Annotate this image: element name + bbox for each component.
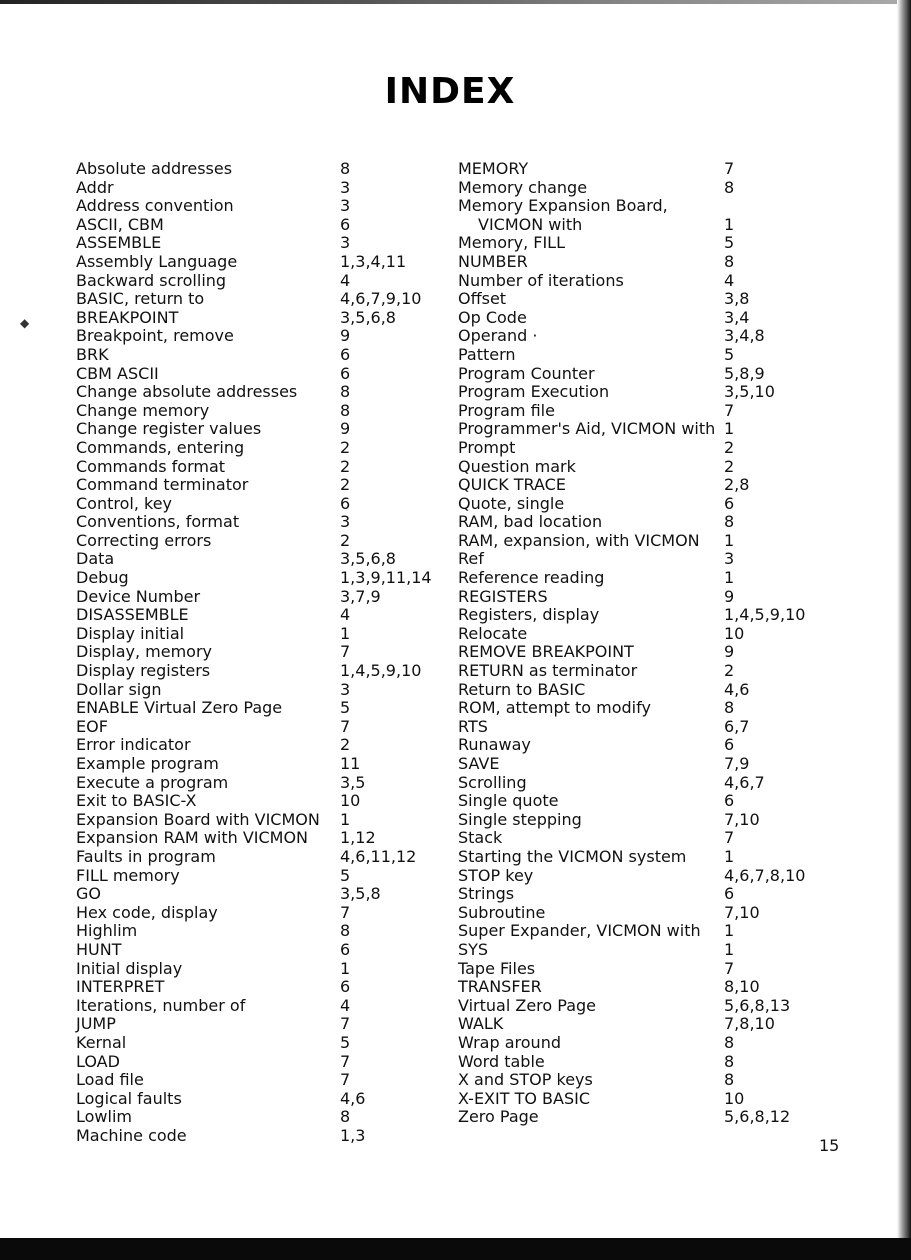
index-term: Correcting errors: [76, 530, 212, 550]
index-pages: 3: [340, 196, 351, 216]
index-term: Scrolling: [458, 772, 527, 792]
index-term: Stack: [458, 828, 503, 848]
index-term: DISASSEMBLE: [76, 605, 189, 625]
index-pages: 1,3,9,11,14: [340, 568, 432, 588]
index-term: GO: [76, 884, 101, 904]
index-term: Expansion RAM with VICMON: [76, 828, 309, 848]
index-term: Example program: [76, 754, 219, 773]
index-pages: 3,5,8: [340, 884, 381, 904]
index-pages: 5: [340, 698, 351, 718]
index-term: Faults in program: [76, 846, 216, 866]
index-term: Hex code, display: [76, 902, 218, 922]
index-pages: 3,4,8: [724, 326, 765, 346]
index-term: RAM, bad location: [458, 512, 603, 532]
index-pages: 8,10: [724, 977, 760, 997]
index-pages: 3: [340, 233, 351, 253]
index-pages: 8: [340, 382, 351, 402]
index-term: Memory, FILL: [458, 233, 565, 253]
index-term: QUICK TRACE: [458, 475, 566, 495]
index-pages: 8: [724, 1032, 735, 1052]
index-pages: 6: [724, 791, 735, 811]
index-pages: 1: [724, 530, 735, 550]
index-term: Lowlim: [76, 1107, 132, 1127]
index-term: Program Execution: [458, 382, 610, 402]
index-pages: 9: [340, 326, 351, 346]
index-pages: 7: [724, 828, 735, 848]
index-pages: 7: [340, 642, 351, 662]
index-term: Exit to BASIC-X: [76, 791, 197, 811]
index-pages: 2: [340, 475, 351, 495]
index-term: Dollar sign: [76, 679, 162, 699]
index-pages: 2: [724, 661, 735, 681]
index-pages: 8: [724, 512, 735, 532]
index-pages: 8: [724, 177, 735, 197]
index-term: Absolute addresses: [76, 159, 233, 178]
index-term: Backward scrolling: [76, 270, 227, 290]
index-term: Runaway: [458, 735, 531, 755]
index-term: Wrap around: [458, 1032, 561, 1052]
index-pages: 7: [340, 902, 351, 922]
index-term: Change absolute addresses: [76, 382, 298, 402]
index-pages: 10: [724, 1088, 745, 1108]
index-pages: 6: [340, 939, 351, 959]
index-term: Conventions, format: [76, 512, 240, 532]
index-term: Super Expander, VICMON with: [458, 921, 701, 941]
index-term: Number of iterations: [458, 270, 624, 290]
index-term: Error indicator: [76, 735, 191, 755]
index-pages: 1: [340, 809, 351, 829]
index-term: CBM ASCII: [76, 363, 159, 383]
index-pages: 7: [724, 400, 735, 420]
index-term: MEMORY: [458, 159, 529, 178]
index-term: Change memory: [76, 400, 210, 420]
index-pages: 8: [724, 1070, 735, 1090]
scan-edge-right: [897, 0, 911, 1260]
index-term: VICMON with: [478, 214, 583, 234]
page-number: 15: [819, 1136, 840, 1155]
index-pages: 6: [340, 977, 351, 997]
index-term: Pattern: [458, 344, 516, 364]
index-pages: 7: [724, 159, 735, 178]
index-term: X-EXIT TO BASIC: [458, 1088, 591, 1108]
index-term: Change register values: [76, 419, 262, 439]
scan-edge-bottom: [0, 1238, 911, 1260]
index-pages: 6: [340, 344, 351, 364]
index-pages: 3,5,10: [724, 382, 775, 402]
index-pages: 1,4,5,9,10: [724, 605, 806, 625]
index-term: JUMP: [76, 1014, 116, 1034]
index-pages: 1: [724, 568, 735, 588]
index-term: LOAD: [76, 1051, 120, 1071]
index-term: Control, key: [76, 493, 173, 513]
index-term: RTS: [458, 716, 488, 736]
index-pages: 4,6,11,12: [340, 846, 417, 866]
index-pages: 1,3: [340, 1125, 366, 1145]
index-term: Quote, single: [458, 493, 565, 513]
index-term: BREAKPOINT: [76, 307, 179, 327]
scan-edge-top: [0, 0, 911, 4]
index-pages: 5: [340, 865, 351, 885]
index-pages: 5,6,8,12: [724, 1107, 791, 1127]
index-pages: 3: [724, 549, 735, 569]
index-pages: 6,7: [724, 716, 750, 736]
index-pages: 4: [340, 270, 351, 290]
index-term: SYS: [458, 939, 489, 959]
index-term: Programmer's Aid, VICMON with: [458, 419, 716, 439]
index-pages: 7: [340, 1014, 351, 1034]
index-term: Zero Page: [458, 1107, 539, 1127]
index-term: Single quote: [458, 791, 559, 811]
index-pages: 5,8,9: [724, 363, 765, 383]
index-pages: 2: [724, 456, 735, 476]
index-pages: 3,7,9: [340, 586, 381, 606]
index-term: Display registers: [76, 661, 211, 681]
index-term: RAM, expansion, with VICMON: [458, 530, 700, 550]
index-term: REMOVE BREAKPOINT: [458, 642, 634, 662]
index-pages: 4,6,7,8,10: [724, 865, 806, 885]
index-term: Execute a program: [76, 772, 229, 792]
index-term: INTERPRET: [76, 977, 165, 997]
index-term: Commands format: [76, 456, 226, 476]
index-term: Virtual Zero Page: [458, 995, 597, 1015]
index-pages: 1: [340, 958, 351, 978]
index-pages: 1: [724, 921, 735, 941]
index-term: Prompt: [458, 437, 516, 457]
index-pages: 7,10: [724, 902, 760, 922]
index-pages: 3,5,6,8: [340, 549, 396, 569]
index-term: Word table: [458, 1051, 545, 1071]
index-pages: 4: [340, 995, 351, 1015]
index-term: Display initial: [76, 623, 185, 643]
index-pages: 9: [724, 642, 735, 662]
index-term: ENABLE Virtual Zero Page: [76, 698, 283, 718]
index-term: WALK: [458, 1014, 504, 1034]
index-pages: 1,12: [340, 828, 376, 848]
index-term: REGISTERS: [458, 586, 548, 606]
index-term: Logical faults: [76, 1088, 182, 1108]
index-term: NUMBER: [458, 251, 528, 271]
index-pages: 9: [340, 419, 351, 439]
page-title: INDEX: [384, 71, 516, 113]
index-pages: 2: [340, 437, 351, 457]
index-pages: 1: [340, 623, 351, 643]
index-pages: 1,4,5,9,10: [340, 661, 422, 681]
index-pages: 8: [340, 921, 351, 941]
index-pages: 3: [340, 177, 351, 197]
index-term: BASIC, return to: [76, 289, 205, 309]
index-term: RETURN as terminator: [458, 661, 638, 681]
index-term: Load file: [76, 1070, 144, 1090]
index-pages: 5: [340, 1032, 351, 1052]
index-pages: 2: [724, 437, 735, 457]
index-pages: 6: [724, 735, 735, 755]
index-term: Operand ·: [458, 326, 538, 346]
index-pages: 8: [724, 1051, 735, 1071]
index-pages: 3,8: [724, 289, 750, 309]
index-pages: 7,10: [724, 809, 760, 829]
index-term: Return to BASIC: [458, 679, 586, 699]
index-pages: 8: [724, 251, 735, 271]
index-pages: 4: [724, 270, 735, 290]
index-pages: 4,6,7,9,10: [340, 289, 422, 309]
index-term: Program file: [458, 400, 555, 420]
index-pages: 8: [340, 400, 351, 420]
index-pages: 3,5,6,8: [340, 307, 396, 327]
index-pages: 2: [340, 530, 351, 550]
index-term: Initial display: [76, 958, 183, 978]
index-pages: 6: [724, 493, 735, 513]
index-term: TRANSFER: [458, 977, 542, 997]
index-term: Single stepping: [458, 809, 582, 829]
index-pages: 2: [340, 735, 351, 755]
index-term: Iterations, number of: [76, 995, 246, 1015]
index-pages: 1: [724, 846, 735, 866]
index-term: X and STOP keys: [458, 1070, 593, 1090]
index-pages: 3,5: [340, 772, 366, 792]
index-pages: 7,8,10: [724, 1014, 775, 1034]
index-pages: 3: [340, 679, 351, 699]
index-term: STOP key: [458, 865, 534, 885]
index-term: Subroutine: [458, 902, 546, 922]
index-term: ASSEMBLE: [76, 233, 162, 253]
index-term: Commands, entering: [76, 437, 245, 457]
index-pages: 3,4: [724, 307, 750, 327]
index-term: Memory Expansion Board,: [458, 196, 668, 216]
index-pages: 4,6: [724, 679, 750, 699]
index-pages: 2,8: [724, 475, 750, 495]
index-term: Op Code: [458, 307, 527, 327]
margin-mark: ◆: [20, 316, 30, 330]
index-term: BRK: [76, 344, 109, 364]
index-pages: 5: [724, 233, 735, 253]
index-term: SAVE: [458, 754, 500, 773]
index-term: Strings: [458, 884, 515, 904]
index-pages: 6: [340, 363, 351, 383]
index-term: Breakpoint, remove: [76, 326, 234, 346]
index-term: Offset: [458, 289, 507, 309]
index-term: EOF: [76, 716, 108, 736]
index-term: Relocate: [458, 623, 528, 643]
index-pages: 5: [724, 344, 735, 364]
index-pages: 4: [340, 605, 351, 625]
index-term: Data: [76, 549, 115, 569]
index-pages: 7: [340, 1051, 351, 1071]
index-pages: 7: [724, 958, 735, 978]
index-pages: 5,6,8,13: [724, 995, 791, 1015]
index-term: ASCII, CBM: [76, 214, 164, 234]
index-term: Debug: [76, 568, 129, 588]
index-term: Ref: [458, 549, 484, 569]
index-term: Highlim: [76, 921, 138, 941]
index-term: Assembly Language: [76, 251, 238, 271]
index-pages: 6: [724, 884, 735, 904]
index-pages: 7: [340, 1070, 351, 1090]
index-pages: 1,3,4,11: [340, 251, 407, 271]
index-pages: 4,6,7: [724, 772, 765, 792]
index-pages: 11: [340, 754, 361, 773]
index-term: Kernal: [76, 1032, 127, 1052]
index-pages: 7,9: [724, 754, 750, 773]
index-pages: 1: [724, 939, 735, 959]
index-pages: 1: [724, 214, 735, 234]
index-pages: 8: [724, 698, 735, 718]
index-term: Address convention: [76, 196, 234, 216]
index-pages: 6: [340, 214, 351, 234]
index-term: Tape Files: [458, 958, 536, 978]
index-pages: 10: [724, 623, 745, 643]
index-term: HUNT: [76, 939, 122, 959]
index-pages: 8: [340, 1107, 351, 1127]
index-term: Registers, display: [458, 605, 600, 625]
index-pages: 10: [340, 791, 361, 811]
index-pages: 7: [340, 716, 351, 736]
index-pages: 6: [340, 493, 351, 513]
index-term: Device Number: [76, 586, 201, 606]
index-pages: 9: [724, 586, 735, 606]
index-pages: 2: [340, 456, 351, 476]
index-term: Addr: [76, 177, 114, 197]
index-term: Memory change: [458, 177, 588, 197]
index-pages: 3: [340, 512, 351, 532]
index-term: Question mark: [458, 456, 576, 476]
index-term: FILL memory: [76, 865, 180, 885]
index-term: Display, memory: [76, 642, 212, 662]
index-term: Command terminator: [76, 475, 249, 495]
index-term: ROM, attempt to modify: [458, 698, 651, 718]
index-pages: 4,6: [340, 1088, 366, 1108]
index-pages: 8: [340, 159, 351, 178]
index-term: Reference reading: [458, 568, 605, 588]
index-term: Expansion Board with VICMON: [76, 809, 320, 829]
index-pages: 1: [724, 419, 735, 439]
index-term: Program Counter: [458, 363, 595, 383]
index-term: Machine code: [76, 1125, 187, 1145]
index-term: Starting the VICMON system: [458, 846, 687, 866]
